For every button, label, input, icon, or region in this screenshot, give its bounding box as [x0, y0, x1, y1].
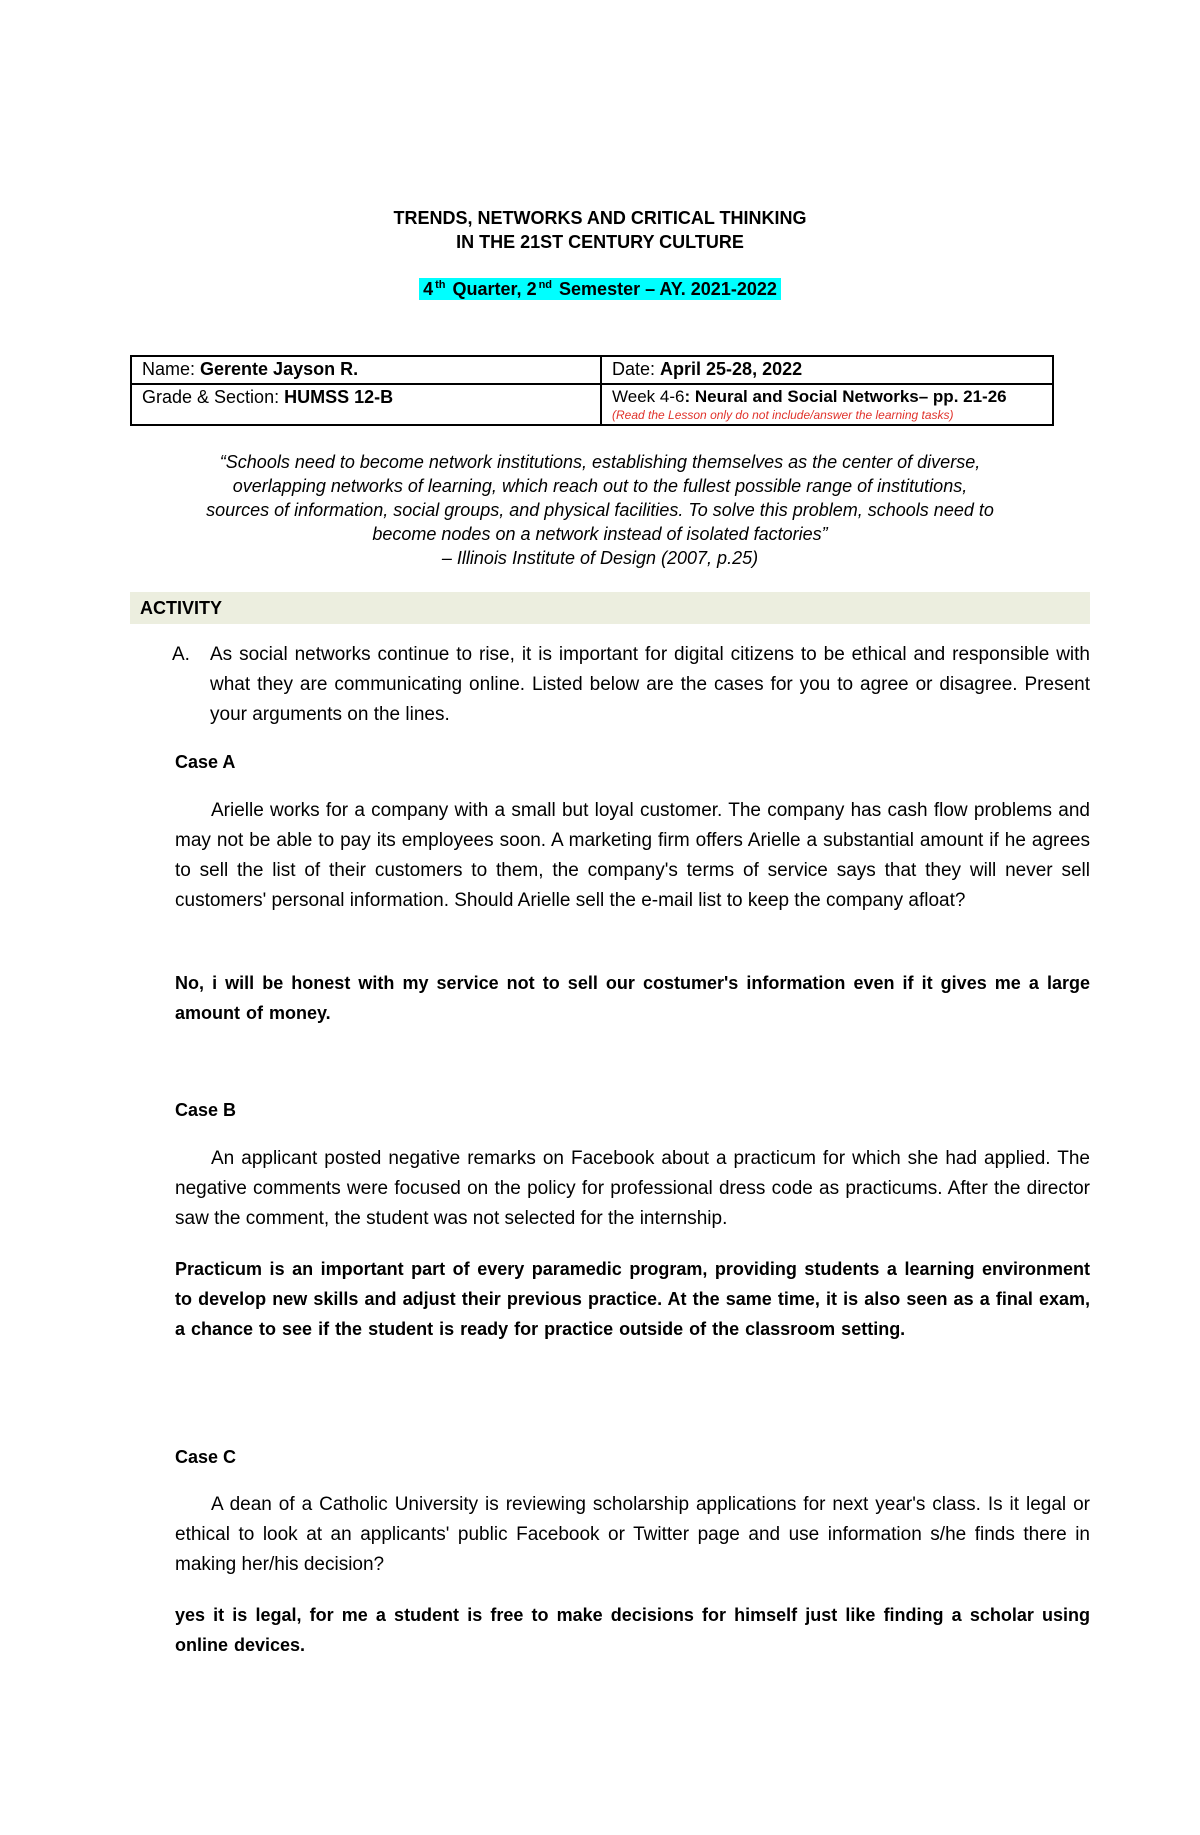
quarter-suffix: th [435, 279, 446, 291]
date-value: April 25-28, 2022 [660, 359, 803, 379]
document-title-line1: TRENDS, NETWORKS AND CRITICAL THINKING [393, 208, 807, 228]
case-a-label: Case A [175, 752, 236, 772]
case-c-label: Case C [175, 1447, 237, 1467]
grade-label: Grade & Section: [142, 387, 285, 407]
week-label: Week 4-6 [612, 387, 685, 406]
case-c-answer: yes it is legal, for me a student is free to make decisions for himself just like finding a scholar using online devices. [175, 1605, 1090, 1655]
week-note: (Read the Lesson only do not include/answer the learning tasks) [612, 408, 954, 422]
semester-text: Semester – AY. 2021-2022 [554, 279, 777, 299]
quarter-semester-line [0, 279, 1200, 300]
quote-source: – Illinois Institute of Design (2007, p.25) [441, 548, 759, 568]
week-topic: : Neural and Social Networks– pp. 21-26 [684, 387, 1007, 406]
highlighted-term [419, 278, 781, 300]
document-title-line2: IN THE 21ST CENTURY CULTURE [456, 232, 744, 252]
quote-line: sources of information, social groups, and physical facilities. To solve this problem, schools need to [206, 500, 994, 520]
case-b-label: Case B [175, 1100, 237, 1120]
semester-suffix: nd [538, 279, 553, 291]
case-a-answer: No, i will be honest with my service not to sell our costumer's information even if it gives me a large amount of money. [175, 973, 1090, 1023]
quarter-text: Quarter, 2 [447, 279, 537, 299]
quote-block [130, 450, 1070, 570]
case-a-text: Arielle works for a company with a small but loyal customer. The company has cash flow problems and may not be able to pay its employees soon. A marketing firm offers Arielle a substantial amount if he agrees to sell the list of their customers to them, the company's terms of service says that they will never sell customers' personal information. Should Arielle sell the e-mail list to keep the company afloat? [175, 800, 1090, 911]
quote-line: become nodes on a network instead of isolated factories” [372, 524, 828, 544]
week-cell [601, 384, 1053, 425]
quote-line: “Schools need to become network institutions, establishing themselves as the center of diverse, [219, 452, 981, 472]
name-value: Gerente Jayson R. [200, 359, 359, 379]
date-label: Date: [612, 359, 661, 379]
activity-heading: ACTIVITY [130, 592, 1090, 624]
quarter-number: 4 [423, 279, 434, 299]
grade-cell [131, 384, 601, 425]
quote-line: overlapping networks of learning, which reach out to the fullest possible range of institutions, [232, 476, 968, 496]
case-b-text: An applicant posted negative remarks on Facebook about a practicum for which she had applied. The negative comments were focused on the policy for professional dress code as practicums. After the director saw the comment, the student was not selected for the internship. [175, 1148, 1090, 1229]
instructions-text: As social networks continue to rise, it is important for digital citizens to be ethical and responsible with what they are communicating online. Listed below are the cases for you to agree or disagree. Present your arguments on the lines. [210, 644, 1090, 725]
date-cell [601, 356, 1053, 384]
name-cell [131, 356, 601, 384]
list-marker: A. [172, 644, 190, 665]
activity-instructions [172, 640, 1090, 730]
case-c-text: A dean of a Catholic University is reviewing scholarship applications for next year's class. Is it legal or ethical to look at an applicants' public Facebook or Twitter page and use information s/he finds there in making her/his decision? [175, 1494, 1090, 1575]
grade-value: HUMSS 12-B [284, 387, 394, 407]
student-info-table [130, 355, 1054, 426]
name-label: Name: [142, 359, 201, 379]
case-b-answer: Practicum is an important part of every paramedic program, providing students a learning environment to develop new skills and adjust their previous practice. At the same time, it is also seen as a final exam, a chance to see if the student is ready for practice outside of the classroom setting. [175, 1259, 1090, 1339]
